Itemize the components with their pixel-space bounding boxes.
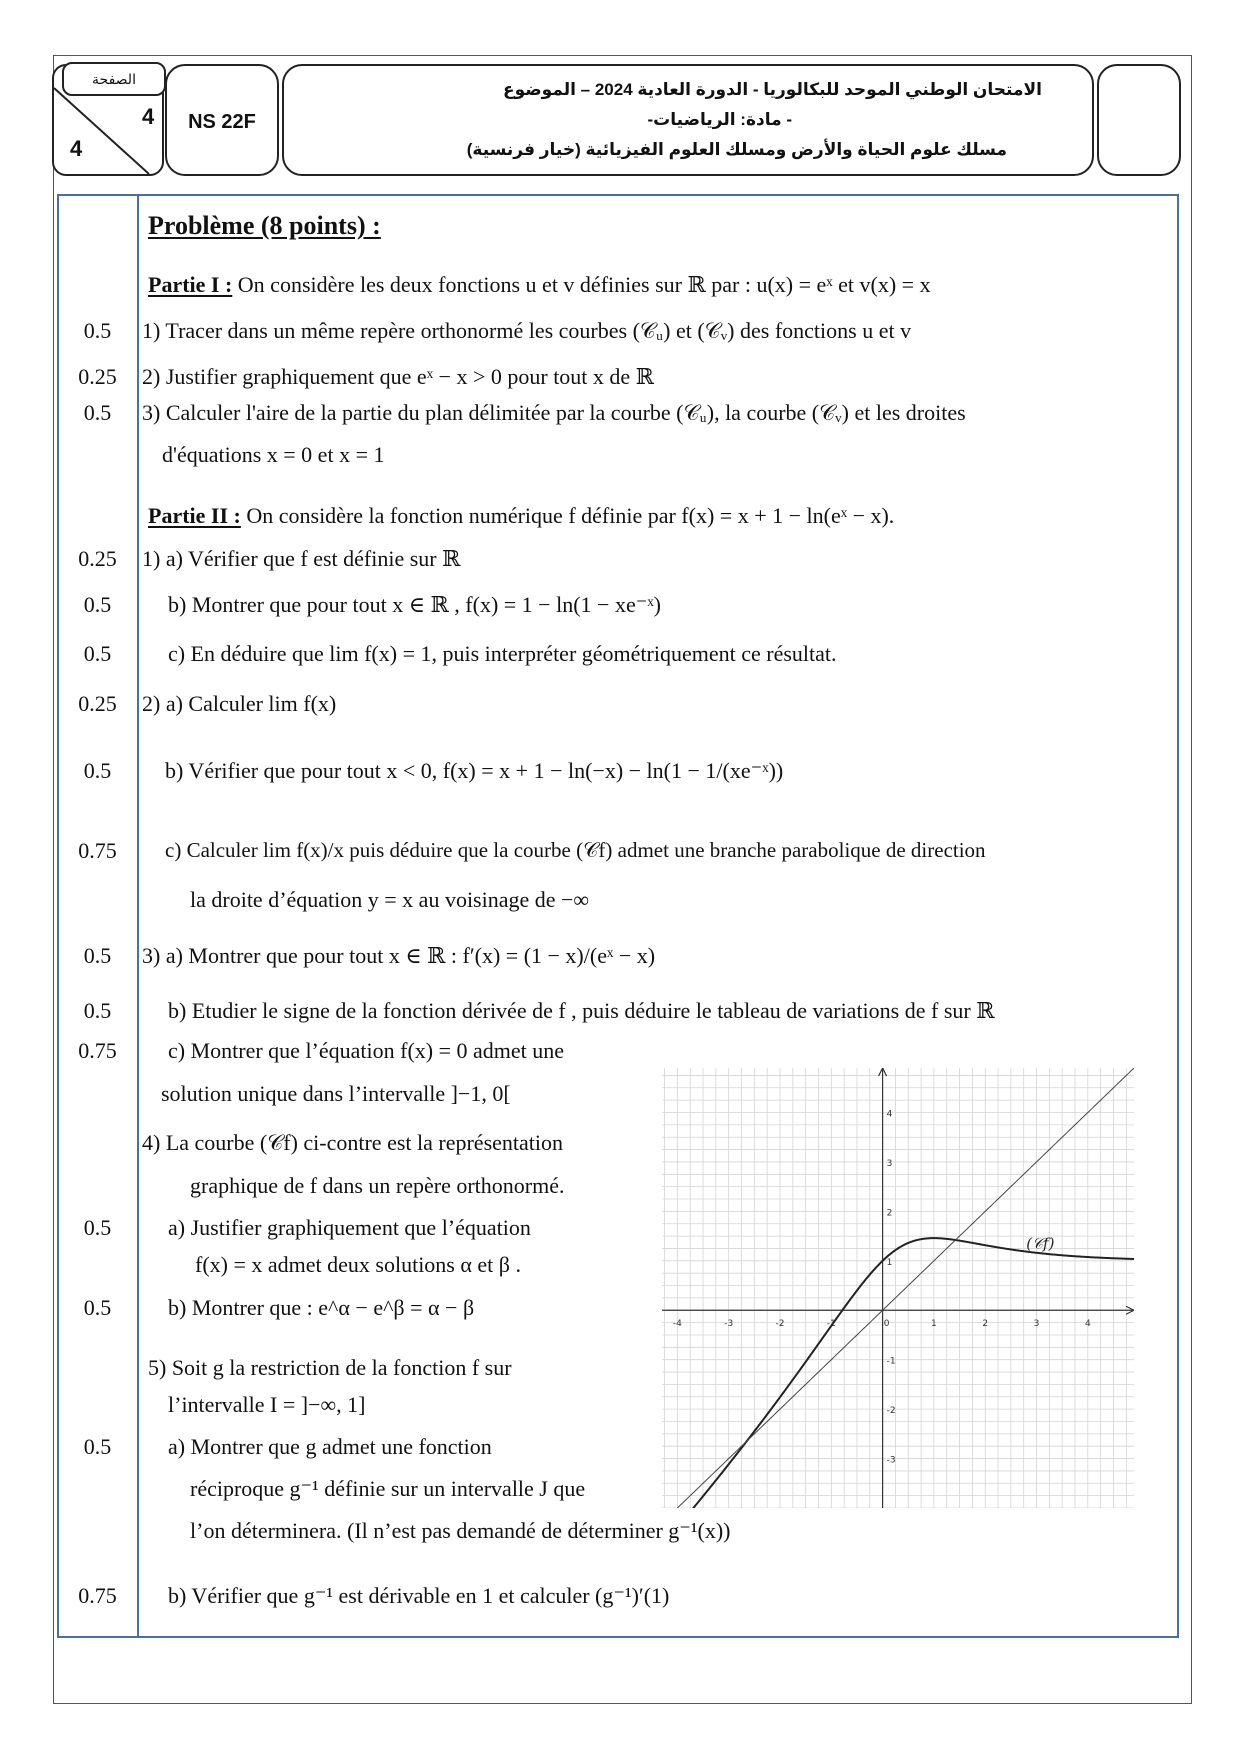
curve-label: (𝒞f) bbox=[1026, 1234, 1055, 1253]
x-tick-label: 1 bbox=[931, 1319, 937, 1330]
grade: 0.75 bbox=[78, 838, 117, 863]
y-tick-label: 2 bbox=[886, 1208, 893, 1219]
part2-q4a: a) Justifier graphiquement que l’équation bbox=[168, 1215, 531, 1240]
part2-q1a: 1) a) Vérifier que f est définie sur ℝ bbox=[142, 546, 461, 571]
exam-title-line2: - مادة: الرياضيات- bbox=[647, 110, 792, 129]
grade: 0.5 bbox=[83, 1215, 112, 1240]
grade: 0.25 bbox=[78, 364, 117, 389]
part2-intro: On considère la fonction numérique f définie par f(x) = x + 1 − ln(eˣ − x). bbox=[246, 503, 895, 528]
problem-title: Problème (8 points) : bbox=[148, 211, 381, 240]
part2-q1b: b) Montrer que pour tout x ∈ ℝ , f(x) = 1 − ln(1 − xe⁻ˣ) bbox=[168, 592, 662, 617]
grade: 0.5 bbox=[83, 1434, 112, 1459]
exam-code: NS 22F bbox=[188, 111, 256, 133]
part2-q5a-cont2: l’on déterminera. (Il n’est pas demandé de déterminer g⁻¹(x)) bbox=[190, 1518, 731, 1543]
part2-q2c: c) Calculer lim f(x)/x puis déduire que la courbe (𝒞f) admet une branche parabolique de direction bbox=[165, 838, 986, 862]
grade: 0.75 bbox=[78, 1038, 117, 1063]
y-tick-label: 4 bbox=[886, 1109, 893, 1120]
exam-code-box bbox=[165, 64, 279, 176]
part1-q3-cont: d'équations x = 0 et x = 1 bbox=[162, 442, 385, 467]
x-tick-label: -1 bbox=[826, 1319, 836, 1330]
x-tick-label: 2 bbox=[982, 1319, 989, 1330]
grade: 0.5 bbox=[83, 1295, 112, 1320]
part2-q3b: b) Etudier le signe de la fonction dérivée de f , puis déduire le tableau de variations de f sur ℝ bbox=[168, 998, 995, 1023]
part2-q4: 4) La courbe (𝒞f) ci-contre est la représentation bbox=[142, 1130, 563, 1155]
x-tick-label: -2 bbox=[775, 1319, 785, 1330]
part2-q2b: b) Vérifier que pour tout x < 0, f(x) = x + 1 − ln(−x) − ln(1 − 1/(xe⁻ˣ)) bbox=[165, 758, 784, 783]
x-tick-label: 3 bbox=[1033, 1319, 1040, 1330]
curve-cf bbox=[662, 1238, 1134, 1508]
y-tick-label: -3 bbox=[886, 1455, 896, 1466]
function-graph bbox=[662, 1068, 1134, 1508]
grade: 0.5 bbox=[83, 998, 112, 1023]
grade: 0.25 bbox=[78, 546, 117, 571]
x-tick-label: 4 bbox=[1084, 1319, 1091, 1330]
x-tick-label: 0 bbox=[883, 1319, 890, 1330]
y-tick-label: 1 bbox=[886, 1257, 893, 1268]
part2-q1c: c) En déduire que lim f(x) = 1, puis interpréter géométriquement ce résultat. bbox=[168, 641, 837, 666]
part2-q5a-cont1: réciproque g⁻¹ définie sur un intervalle J que bbox=[190, 1476, 586, 1501]
part2-q5b: b) Vérifier que g⁻¹ est dérivable en 1 et calculer (g⁻¹)′(1) bbox=[168, 1583, 670, 1608]
header-empty-box bbox=[1097, 64, 1181, 176]
part1-q2: 2) Justifier graphiquement que eˣ − x > 0 pour tout x de ℝ bbox=[142, 364, 654, 389]
part2-q5a: a) Montrer que g admet une fonction bbox=[168, 1434, 492, 1459]
part2-q3c: c) Montrer que l’équation f(x) = 0 admet une bbox=[168, 1038, 565, 1063]
grade: 0.5 bbox=[83, 641, 112, 666]
grade: 0.25 bbox=[78, 691, 117, 716]
part2-q2a: 2) a) Calculer lim f(x) bbox=[142, 691, 337, 716]
part2-q4a-cont: f(x) = x admet deux solutions α et β . bbox=[195, 1252, 521, 1277]
grade: 0.5 bbox=[83, 400, 112, 425]
part2-q5: 5) Soit g la restriction de la fonction f sur bbox=[148, 1355, 512, 1380]
exam-title-line3: مسلك علوم الحياة والأرض ومسلك العلوم الفيزيائية (خيار فرنسية) bbox=[466, 140, 1007, 159]
part2-q4b: b) Montrer que : e^α − e^β = α − β bbox=[168, 1295, 475, 1320]
page-label: الصفحة bbox=[92, 71, 136, 87]
grade: 0.5 bbox=[83, 943, 112, 968]
exam-title-line1: الامتحان الوطني الموحد للبكالوريا - الدورة العادية 2024 – الموضوع bbox=[502, 80, 1042, 99]
x-tick-label: -4 bbox=[672, 1319, 682, 1330]
y-tick-label: -2 bbox=[886, 1406, 896, 1417]
grade: 0.5 bbox=[83, 592, 112, 617]
grade: 0.75 bbox=[78, 1583, 117, 1608]
part2-q3a: 3) a) Montrer que pour tout x ∈ ℝ : f′(x) = (1 − x)/(eˣ − x) bbox=[142, 943, 656, 968]
part2-q3c-cont: solution unique dans l’intervalle ]−1, 0[ bbox=[161, 1081, 511, 1106]
grade: 0.5 bbox=[83, 758, 112, 783]
part1-q3: 3) Calculer l'aire de la partie du plan délimitée par la courbe (𝒞ᵤ), la courbe (𝒞ᵥ) et les droites bbox=[142, 400, 966, 425]
part1-q1: 1) Tracer dans un même repère orthonormé les courbes (𝒞ᵤ) et (𝒞ᵥ) des fonctions u et v bbox=[142, 318, 912, 343]
part2-label: Partie II : bbox=[148, 503, 241, 528]
x-tick-label: -3 bbox=[724, 1319, 734, 1330]
line-y-equals-x bbox=[662, 1068, 1134, 1508]
page-label-box bbox=[62, 62, 166, 96]
part2-q5-cont: l’intervalle I = ]−∞, 1] bbox=[168, 1392, 366, 1417]
y-tick-label: 3 bbox=[886, 1158, 893, 1169]
exam-title-box bbox=[282, 64, 1094, 176]
part1-intro: On considère les deux fonctions u et v définies sur ℝ par : u(x) = eˣ et v(x) = x bbox=[237, 272, 931, 297]
part1-label: Partie I : bbox=[148, 272, 233, 297]
part2-q2c-cont: la droite d’équation y = x au voisinage de −∞ bbox=[190, 887, 590, 912]
y-tick-label: -1 bbox=[886, 1356, 896, 1367]
page-number: 4 bbox=[142, 104, 155, 129]
page-total: 4 bbox=[70, 136, 83, 161]
part2-q4-cont: graphique de f dans un repère orthonormé. bbox=[190, 1173, 565, 1198]
grade: 0.5 bbox=[83, 318, 112, 343]
